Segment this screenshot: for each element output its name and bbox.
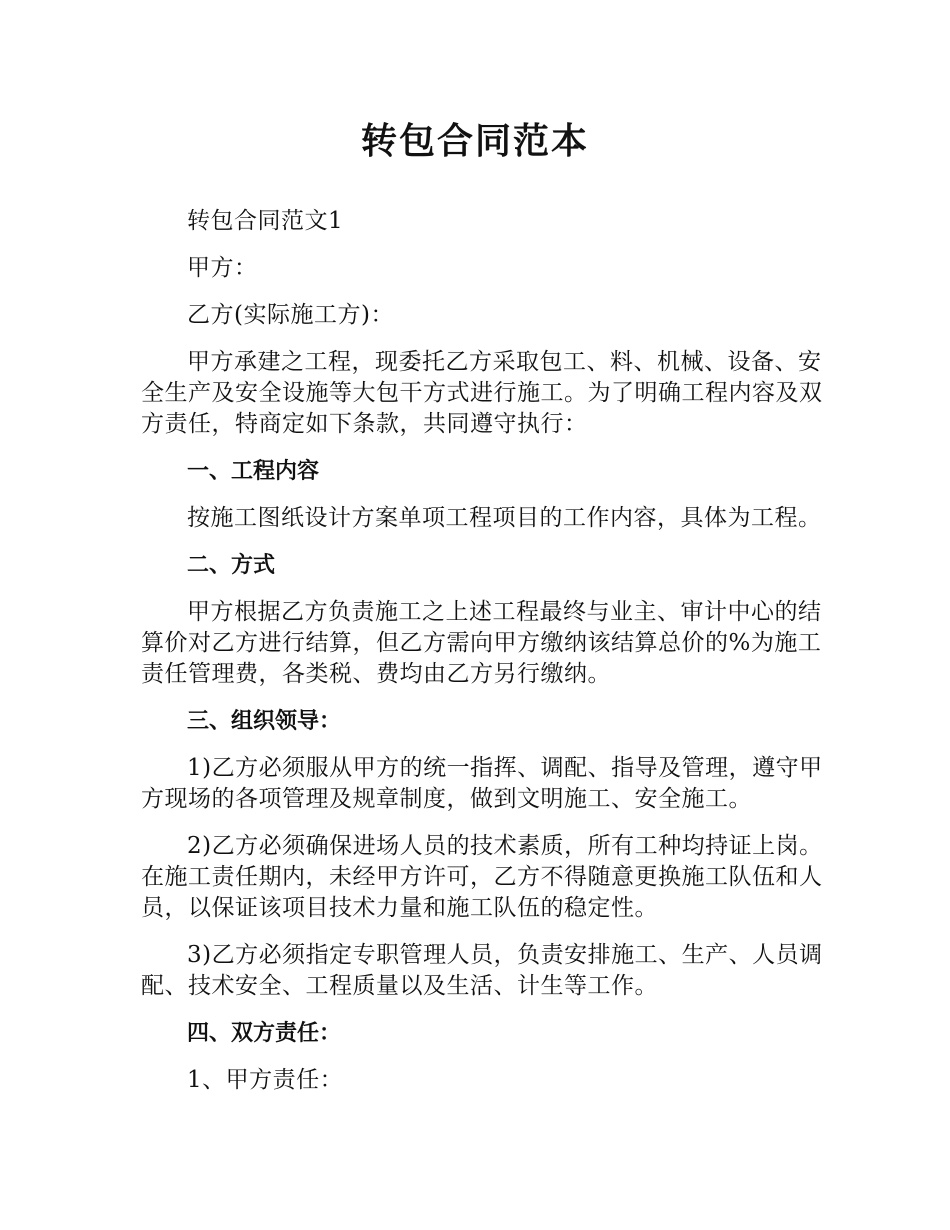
party-a-line: 甲方： bbox=[187, 255, 258, 281]
document-title: 转包合同范本 bbox=[360, 121, 589, 162]
intro-paragraph: 甲方承建之工程，现委托乙方采取包工、料、机械、设备、安全生产及安全设施等大包干方式进行施工。为了明确工程内容及双方责任，特商定如下条款，共同遵守执行： bbox=[141, 349, 823, 437]
section-3-item-2: 2)乙方必须确保进场人员的技术素质，所有工种均持证上岗。在施工责任期内，未经甲方许可，乙方不得随意更换施工队伍和人员，以保证该项目技术力量和施工队伍的稳定性。 bbox=[141, 833, 823, 921]
section-4-item-1: 1、甲方责任： bbox=[187, 1067, 344, 1093]
party-b-line: 乙方(实际施工方)： bbox=[187, 302, 394, 328]
section-3-heading: 三、组织领导： bbox=[187, 709, 342, 734]
section-3-item-3: 3)乙方必须指定专职管理人员，负责安排施工、生产、人员调配、技术安全、工程质量以及生活、计生等工作。 bbox=[141, 942, 823, 999]
section-1-paragraph: 按施工图纸设计方案单项工程项目的工作内容，具体为工程。 bbox=[187, 505, 822, 531]
section-2-heading: 二、方式 bbox=[187, 553, 276, 578]
document-body bbox=[141, 206, 831, 1112]
subtitle: 转包合同范文1 bbox=[187, 208, 344, 234]
section-2-paragraph: 甲方根据乙方负责施工之上述工程最终与业主、审计中心的结算价对乙方进行结算，但乙方需向甲方缴纳该结算总价的%为施工责任管理费，各类税、费均由乙方另行缴纳。 bbox=[141, 599, 822, 687]
section-3-item-1: 1)乙方必须服从甲方的统一指挥、调配、指导及管理，遵守甲方现场的各项管理及规章制度，做到文明施工、安全施工。 bbox=[141, 755, 823, 812]
section-4-heading: 四、双方责任： bbox=[187, 1021, 342, 1046]
section-1-heading: 一、工程内容 bbox=[187, 459, 320, 484]
